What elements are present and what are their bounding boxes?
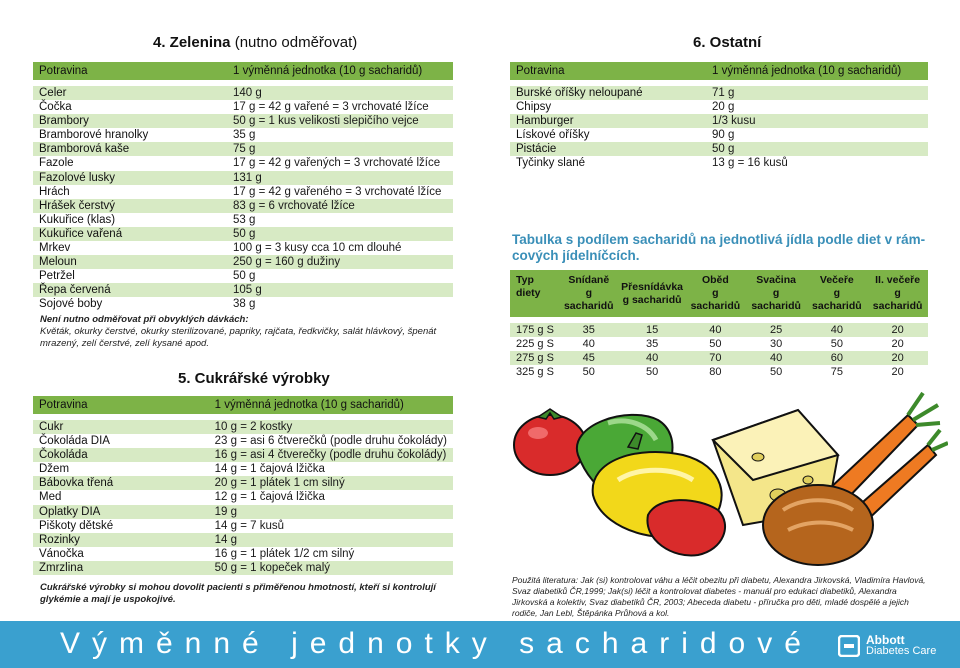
ratio-header-cell: Typ diety [510,270,558,317]
veg-row [33,283,453,297]
other-col-food: Potravina [510,62,706,80]
ratio-row [510,337,928,351]
sweets-food-cell: Cukr [33,420,209,434]
veg-unit-cell: 38 g [233,298,256,311]
sweets-row [33,448,453,462]
sweets-food-cell: Džem [39,463,70,476]
sweets-unit-cell: 16 g = 1 plátek 1/2 cm silný [214,547,355,560]
sweets-unit-cell: 14 g = 7 kusů [214,519,284,532]
veg-unit-cell: 140 g [227,86,453,100]
veg-row [33,199,453,213]
veg-col-food: Potravina [33,62,227,80]
veg-food-cell: Bramborová kaše [33,142,227,156]
ratio-diet-cell: 275 g S [510,351,558,365]
ratio-value-cell: 40 [619,351,685,365]
sweets-row [33,490,453,504]
sweets-unit-cell: 50 g = 1 kopeček malý [209,561,453,575]
ratio-value-cell: 50 [709,338,722,350]
sweets-col-food: Potravina [33,396,209,414]
ratio-value-cell: 40 [806,323,867,337]
sweets-food-cell: Zmrzlina [33,561,209,575]
other-row [510,114,928,128]
veg-unit-cell: 35 g [233,129,256,142]
veg-food-cell: Hrášek čerstvý [33,199,227,213]
ratio-diet-cell: 175 g S [510,323,558,337]
veg-food-cell: Brambory [33,114,227,128]
veg-unit-cell: 250 g = 160 g dužiny [227,255,453,269]
ratio-value-cell: 20 [867,351,928,365]
other-row [510,156,928,170]
ratio-header-cell: Přesnídávka g sacharidů [619,270,685,317]
sweets-row [33,434,453,448]
other-section-title: 6. Ostatní [693,34,762,51]
sweets-unit-cell: 14 g = 1 čajová lžička [214,463,325,476]
veg-row [33,297,453,311]
other-unit-cell: 20 g [712,101,735,114]
veg-table [33,62,453,312]
other-table-header [510,62,928,80]
sweets-row [33,476,453,490]
other-row [510,86,928,100]
ratio-value-cell: 45 [558,351,619,365]
abbott-logo-icon [838,635,860,657]
ratio-value-cell: 40 [746,351,807,365]
veg-col-unit: 1 výměnná jednotka (10 g sacharidů) [227,62,453,80]
veg-row [33,142,453,156]
sweets-unit-cell: 14 g [209,533,453,547]
vegetables-illustration [508,385,948,570]
ratio-value-cell: 20 [891,338,904,350]
sweets-food-cell: Bábovka třená [33,476,209,490]
other-unit-cell: 50 g [706,142,928,156]
veg-row [33,255,453,269]
ratio-value-cell: 35 [645,338,659,350]
veg-food-cell: Kukuřice (klas) [39,213,116,226]
veg-row [33,213,453,227]
literature-note: Použitá literatura: Jak (si) kontrolovat váhu a léčit obezitu při diabetu, Alexandra Jirkovská, Vladimíra Havlová, Svaz diabetiků ČR,1999; Jak(si) léčit a kontrolovat diabetes - manuál pro edukaci diabetiků, Alexandra Jirkovská a kolektiv, Svaz diabetiků ČR, 2003; Abeceda diabetu - příručka pro děti, mladé dospělé a jejich rodiče, Jan Lebl, Štěpánka Průhová a kol. [512,575,926,618]
veg-food-cell: Celer [33,86,227,100]
veg-food-cell: Fazolové lusky [33,171,227,185]
sweets-food-cell: Oplatky DIA [33,505,209,519]
ratio-table-header [510,270,928,317]
veg-row [33,185,453,199]
veg-table-header [33,62,453,80]
other-row [510,142,928,156]
ratio-value-cell: 50 [830,338,843,350]
sweets-row [33,547,453,561]
ratio-value-cell: 50 [645,366,659,378]
veg-unit-cell: 50 g [227,227,453,241]
veg-row [33,156,453,170]
sweets-unit-cell: 10 g = 2 kostky [209,420,453,434]
veg-note [40,314,440,350]
ratio-value-cell: 30 [769,338,783,350]
veg-unit-cell: 131 g [227,171,453,185]
other-food-cell: Pistácie [510,142,706,156]
veg-row [33,269,453,283]
sweets-row [33,533,453,547]
abbott-sub: Diabetes Care [866,645,937,657]
sweets-row [33,462,453,476]
other-food-cell: Tyčinky slané [516,157,586,170]
sweets-col-unit: 1 výměnná jednotka (10 g sacharidů) [209,396,453,414]
veg-row [33,241,453,255]
footer-bar [0,621,960,668]
abbott-brand: Abbott [866,633,905,647]
sweets-unit-cell: 20 g = 1 plátek 1 cm silný [209,476,453,490]
sweets-unit-cell: 23 g = asi 6 čtverečků (podle druhu čokolády) [214,435,447,448]
other-food-cell: Burské oříšky neloupané [510,86,706,100]
veg-food-cell: Hrách [39,185,70,198]
ratio-value-cell: 50 [582,366,595,378]
veg-row [33,227,453,241]
veg-note-heading: Není nutno odměřovat při obvyklých dávkách: [40,314,249,325]
sweets-row [33,420,453,434]
sweets-note: Cukrářské výrobky si mohou dovolit pacienti s přiměřenou hmotností, kteří si kontrolují glykémie a mají je uspokojivé. [40,582,436,605]
other-food-cell: Hamburger [510,114,706,128]
footer-title: Výměnné jednotky sacharidové [60,627,813,660]
other-row [510,100,928,114]
ratio-row [510,323,928,337]
veg-row [33,128,453,142]
other-row [510,128,928,142]
abbott-logo [838,631,938,661]
sweets-food-cell: Rozinky [33,533,209,547]
other-unit-cell: 71 g [706,86,928,100]
veg-unit-cell: 50 g = 1 kus velikosti slepičího vejce [227,114,453,128]
veg-unit-cell: 17 g = 42 g vařeného = 3 vrchovaté lžíce [233,185,442,198]
veg-unit-cell: 17 g = 42 g vařených = 3 vrchovaté lžíce [233,157,441,170]
sweets-food-cell: Vánočka [39,547,84,560]
ratio-value-cell: 25 [746,323,807,337]
ratio-value-cell: 20 [867,323,928,337]
veg-section-title: 4. Zelenina (nutno odměřovat) [153,34,358,51]
ratio-value-cell: 20 [891,366,904,378]
veg-row [33,100,453,114]
veg-food-cell: Mrkev [39,242,71,255]
veg-unit-cell: 75 g [227,142,453,156]
red-pepper-icon [647,500,725,555]
veg-unit-cell: 50 g [233,270,256,283]
sweets-food-cell: Čokoláda DIA [39,435,110,448]
ratio-value-cell: 70 [685,351,746,365]
ratio-row [510,365,928,379]
ratio-diet-cell: 225 g S [516,338,554,350]
veg-food-cell: Čočka [39,101,72,114]
other-unit-cell: 13 g = 16 kusů [712,157,788,170]
ratio-value-cell: 75 [830,366,843,378]
veg-row [33,171,453,185]
veg-unit-cell: 100 g = 3 kusy cca 10 cm dlouhé [233,242,402,255]
ratio-value-cell: 80 [709,366,722,378]
other-food-cell: Lískové oříšky [516,129,590,142]
ratio-header-cell: Svačina g sacharidů [746,270,807,317]
veg-unit-cell: 105 g [227,283,453,297]
ratio-value-cell: 15 [619,323,685,337]
veg-unit-cell: 53 g [233,213,256,226]
ratio-value-cell: 40 [685,323,746,337]
other-unit-cell: 1/3 kusu [706,114,928,128]
other-unit-cell: 90 g [712,129,735,142]
ratio-value-cell: 50 [769,366,783,378]
ratio-value-cell: 35 [558,323,619,337]
ratio-diet-cell: 325 g S [516,366,554,378]
sweets-row [33,519,453,533]
other-food-cell: Chipsy [516,101,552,114]
sweets-food-cell: Piškoty dětské [39,519,114,532]
veg-note-text: Květák, okurky čerstvé, okurky sterilizované, papriky, rajčata, ředkvičky, salát hlávkový, špenát mrazený, zelí čerstvé, zelí kysané apod. [40,326,437,349]
sweets-unit-cell: 12 g = 1 čajová lžička [214,491,325,504]
ratio-value-cell: 40 [582,338,595,350]
sweets-unit-cell: 16 g = asi 4 čtverečky (podle druhu čokolády) [209,448,453,462]
veg-food-cell: Meloun [33,255,227,269]
veg-unit-cell: 83 g = 6 vrchovaté lžíce [227,199,453,213]
other-col-unit: 1 výměnná jednotka (10 g sacharidů) [706,62,928,80]
veg-food-cell: Petržel [39,270,75,283]
ratio-table [510,270,928,379]
sweets-unit-cell: 19 g [209,505,453,519]
veg-food-cell: Bramborové hranolky [39,129,149,142]
sweets-table [33,396,453,575]
veg-food-cell: Kukuřice vařená [33,227,227,241]
bread-icon [763,485,873,565]
sweets-food-cell: Med [39,491,62,504]
tomato-icon [514,409,586,475]
sweets-row [33,561,453,575]
ratio-header-cell: Snídaně g sacharidů [558,270,619,317]
ratio-header-cell: Oběd g sacharidů [685,270,746,317]
ratio-value-cell: 60 [806,351,867,365]
sweets-section-title: 5. Cukrářské výrobky [178,370,330,387]
veg-food-cell: Fazole [39,157,74,170]
other-table [510,62,928,171]
ratio-header-cell: II. večeře g sacharidů [867,270,928,317]
sweets-row [33,505,453,519]
ratio-row [510,351,928,365]
veg-food-cell: Řepa červená [33,283,227,297]
sweets-table-header [33,396,453,414]
veg-food-cell: Sojové boby [39,298,103,311]
ratio-title: Tabulka s podílem sacharidů na jednotlivá jídla podle diet v rám- cových jídelníčcích. [512,232,926,263]
veg-row [33,114,453,128]
veg-row [33,86,453,100]
sweets-food-cell: Čokoláda [33,448,209,462]
veg-unit-cell: 17 g = 42 g vařené = 3 vrchovaté lžíce [233,101,429,114]
ratio-header-cell: Večeře g sacharidů [806,270,867,317]
